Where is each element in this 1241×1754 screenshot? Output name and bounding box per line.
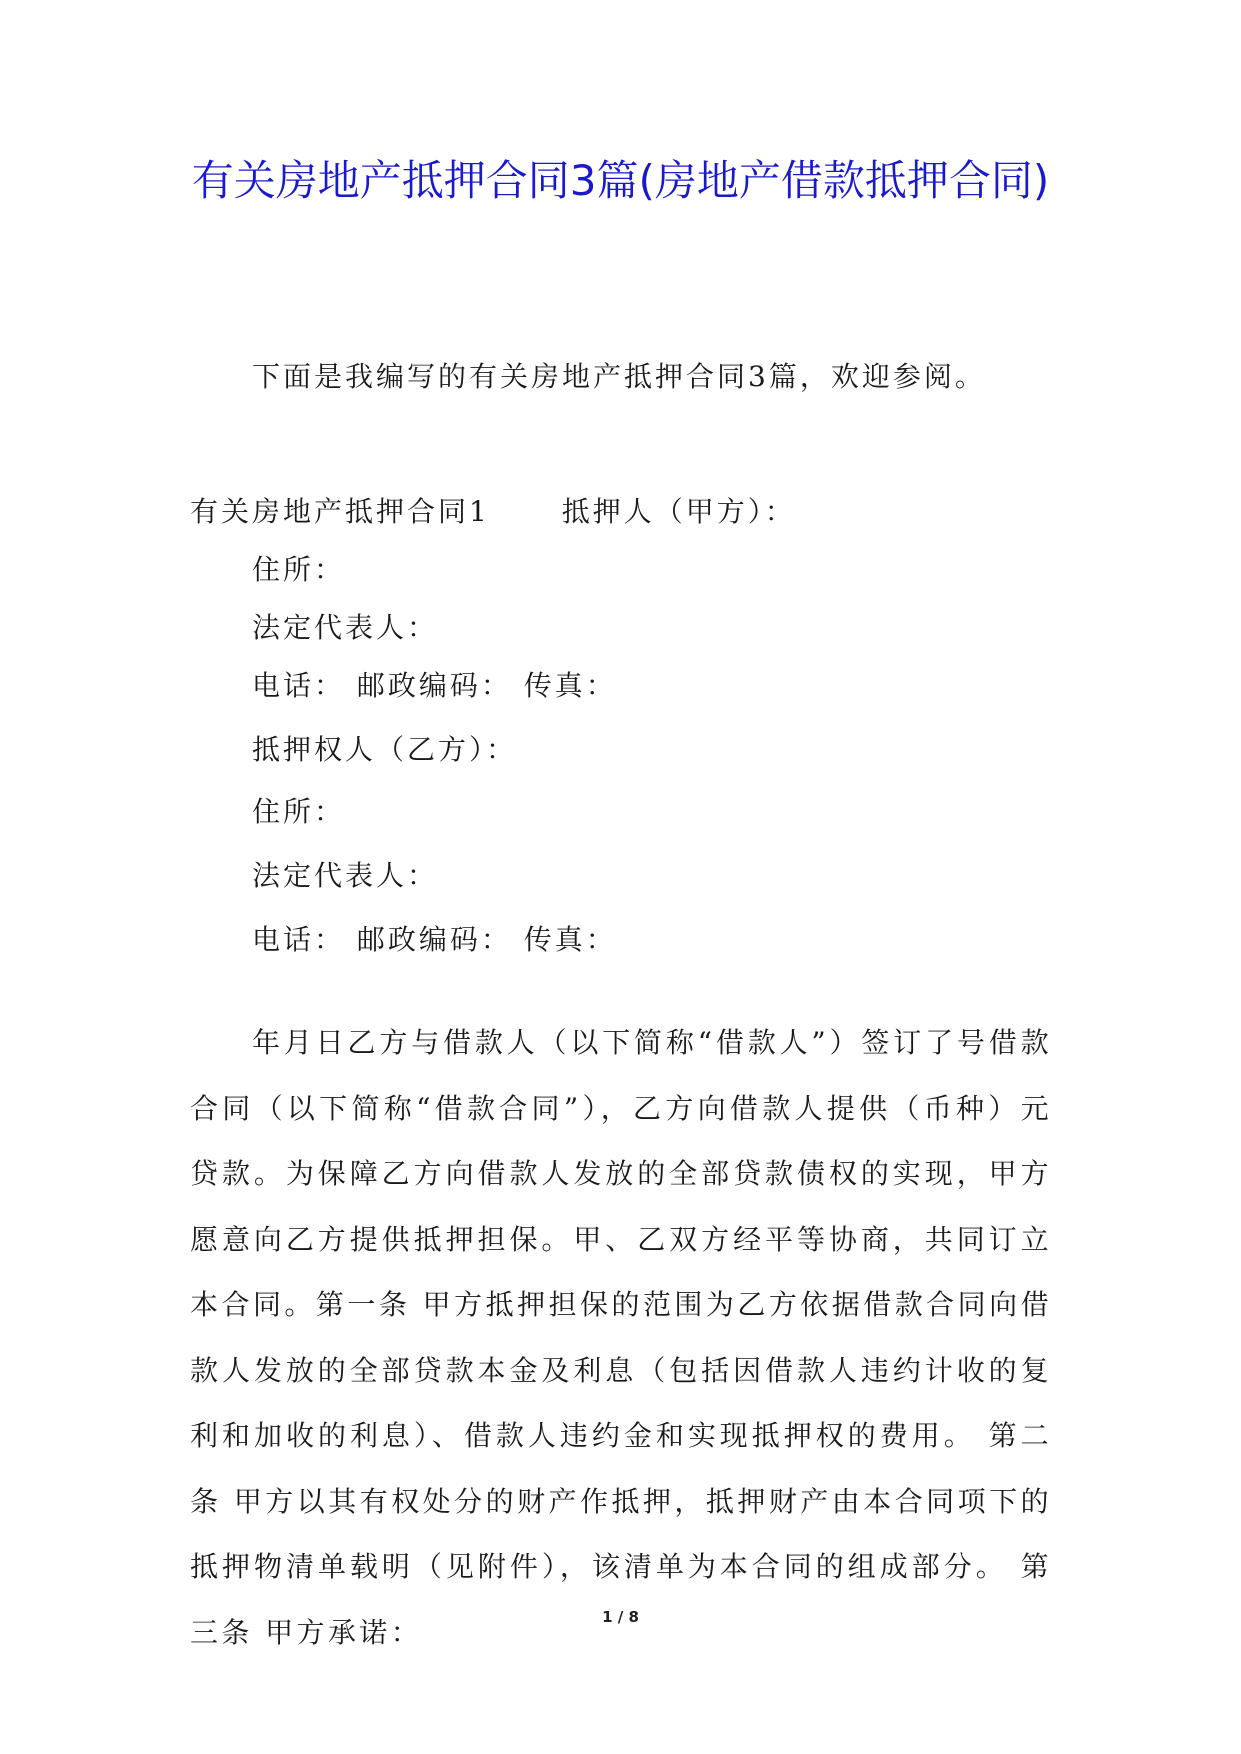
intro-paragraph: 下面是我编写的有关房地产抵押合同3篇，欢迎参阅。	[252, 360, 986, 393]
section-title: 有关房地产抵押合同1	[190, 495, 490, 528]
page-number: 1 / 8	[602, 1608, 639, 1626]
mortgagor-address: 住所：	[252, 553, 346, 586]
mortgagor-contact: 电话： 邮政编码： 传真：	[252, 669, 617, 702]
contract-body-paragraph: 年月日乙方与借款人（以下简称“借款人”）签订了号借款合同（以下简称“借款合同”），乙方向借款人提供（币种）元贷款。为保障乙方向借款人发放的全部贷款债权的实现，甲方愿意向乙方提供抵押担保。甲、乙双方经平等协商，共同订立本合同。第一条 甲方抵押担保的范围为乙方依据借款合同向借款人发放的全部贷款本金及利息（包括因借款人违约计收的复利和加收的利息）、借款人违约金和实现抵押权的费用。 第二条 甲方以其有权处分的财产作抵押，抵押财产由本合同项下的抵押物清单载明（见附件），该清单为本合同的组成部分。 第三条 甲方承诺：	[190, 1026, 1052, 1649]
mortgagor-label: 抵押人（甲方）：	[561, 495, 796, 528]
mortgagor-legal-rep: 法定代表人：	[252, 611, 439, 644]
mortgagee-label: 抵押权人（乙方）：	[252, 733, 518, 766]
mortgagee-address: 住所：	[252, 795, 346, 828]
mortgagee-contact: 电话： 邮政编码： 传真：	[252, 923, 617, 956]
document-title: 有关房地产抵押合同3篇(房地产借款抵押合同)	[191, 156, 1050, 205]
section-heading-line	[190, 490, 796, 530]
mortgagee-legal-rep: 法定代表人：	[252, 859, 439, 892]
